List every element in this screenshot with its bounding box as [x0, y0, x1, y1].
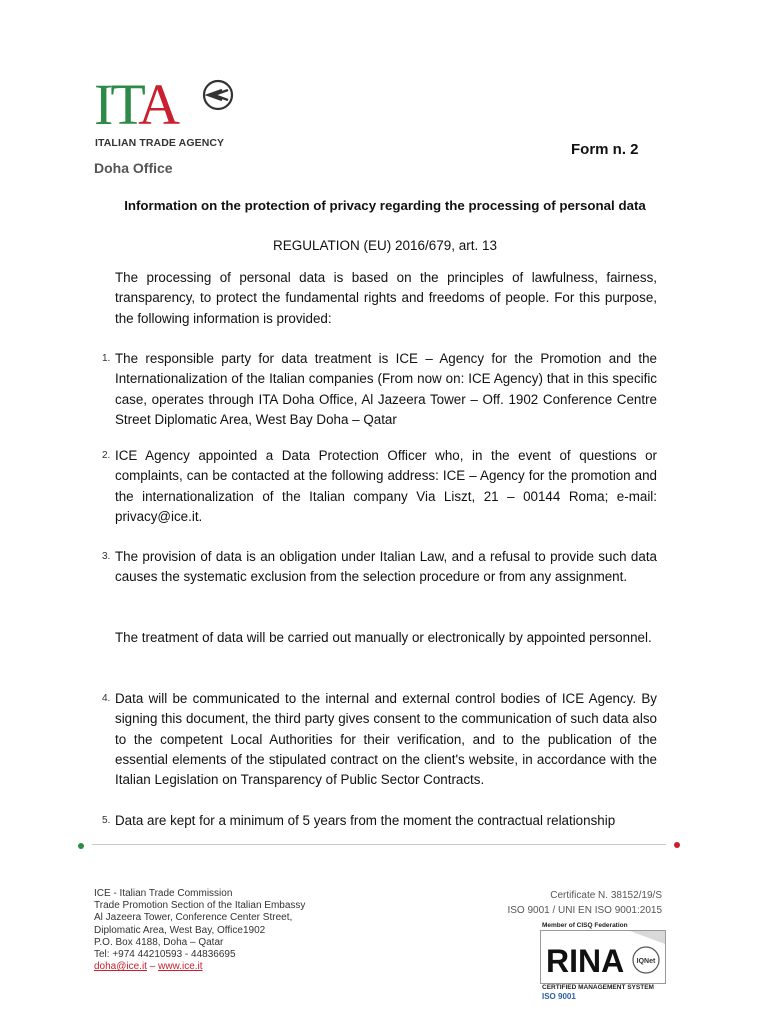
ita-logo	[94, 72, 244, 149]
list-item-data-controller: The responsible party for data treatment is ICE – Agency for the Promotion and the Internationalization of the Italian companies (From now on: ICE Agency) that in this specific case, operates through ITA Doha Office, Al Jazeera Tower – Off. 1902 Conference Centre Street Diplomatic Area, West Bay Doha – Qatar	[115, 351, 657, 427]
list-item-retention: Data are kept for a minimum of 5 years from the moment the contractual relationship	[115, 813, 616, 828]
iso-standard: ISO 9001 / UNI EN ISO 9001:2015	[507, 905, 662, 916]
rina-logo-icon	[540, 930, 666, 984]
office-name: Doha Office	[94, 160, 173, 176]
list-item-dpo: ICE Agency appointed a Data Protection Officer who, in the event of questions or complaints, can be contacted at the following address: ICE – Agency for the promotion and the internationalization of the Italian company Via Liszt, 21 – 00144 Roma; e-mail: privacy@ice.it.	[115, 448, 657, 524]
email-link[interactable]: doha@ice.it	[94, 961, 147, 973]
certificate-number: Certificate N. 38152/19/S	[550, 890, 662, 901]
website-link[interactable]: www.ice.it	[158, 961, 203, 973]
item-number: 4.	[102, 693, 111, 704]
item-number: 1.	[102, 353, 111, 364]
regulation-reference: REGULATION (EU) 2016/679, art. 13	[272, 238, 498, 253]
address-line: P.O. Box 4188, Doha – Qatar	[94, 936, 224, 948]
rina-certification-mark	[540, 922, 666, 1004]
ita-logo-letters	[94, 72, 177, 137]
rina-logo-text: RINA	[546, 943, 625, 979]
divider-dot-green	[78, 843, 84, 849]
link-separator: –	[149, 961, 156, 973]
footer-links	[94, 961, 305, 973]
ita-arrow-mark-icon	[201, 78, 235, 112]
list-item-treatment: The treatment of data will be carried out manually or electronically by appointed personnel.	[115, 630, 652, 645]
certified-system-text: CERTIFIED MANAGEMENT SYSTEM	[542, 984, 654, 991]
divider-dot-red	[674, 842, 680, 848]
address-line: Tel: +974 44210593 - 44836695	[94, 949, 236, 961]
item-number: 5.	[102, 815, 111, 826]
item-number: 3.	[102, 551, 111, 562]
address-line: Diplomatic Area, West Bay, Office1902	[94, 924, 266, 936]
list-item-obligation: The provision of data is an obligation under Italian Law, and a refusal to provide such data causes the systematic exclusion from the selection procedure or from any assignment.	[115, 549, 657, 585]
list-item-communication: Data will be communicated to the internal and external control bodies of ICE Agency. By signing this document, the third party gives consent to the communication of such data also to the competent Local Authorities for their verification, and to the publication of the essential elements of the stipulated contract on the client's website, in accordance with the Italian Legislation on Transparency of Public Sector Contracts.	[115, 691, 657, 788]
form-number: Form n. 2	[571, 141, 639, 158]
cisq-member-text: Member of CISQ Federation	[542, 922, 628, 929]
address-line: Al Jazeera Tower, Conference Center Street,	[94, 912, 293, 924]
document-title: Information on the protection of privacy regarding the processing of personal data	[124, 198, 646, 213]
address-line: Trade Promotion Section of the Italian Embassy	[94, 900, 306, 912]
item-number: 2.	[102, 450, 111, 461]
address-line: ICE - Italian Trade Commission	[94, 888, 233, 899]
intro-paragraph: The processing of personal data is based on the principles of lawfulness, fairness, transparency, to protect the fundamental rights and freedoms of people. For this purpose, the following information is provided:	[115, 270, 657, 326]
footer-address	[94, 888, 305, 973]
logo-letters-green: IT	[94, 72, 139, 137]
logo-subtitle: ITALIAN TRADE AGENCY	[95, 137, 225, 149]
rina-iso-text: ISO 9001	[542, 992, 576, 1001]
logo-letters-red: A	[138, 72, 177, 137]
footer-divider	[92, 844, 666, 845]
iqnet-badge: IQNet	[636, 958, 656, 965]
certification-info	[480, 888, 662, 918]
